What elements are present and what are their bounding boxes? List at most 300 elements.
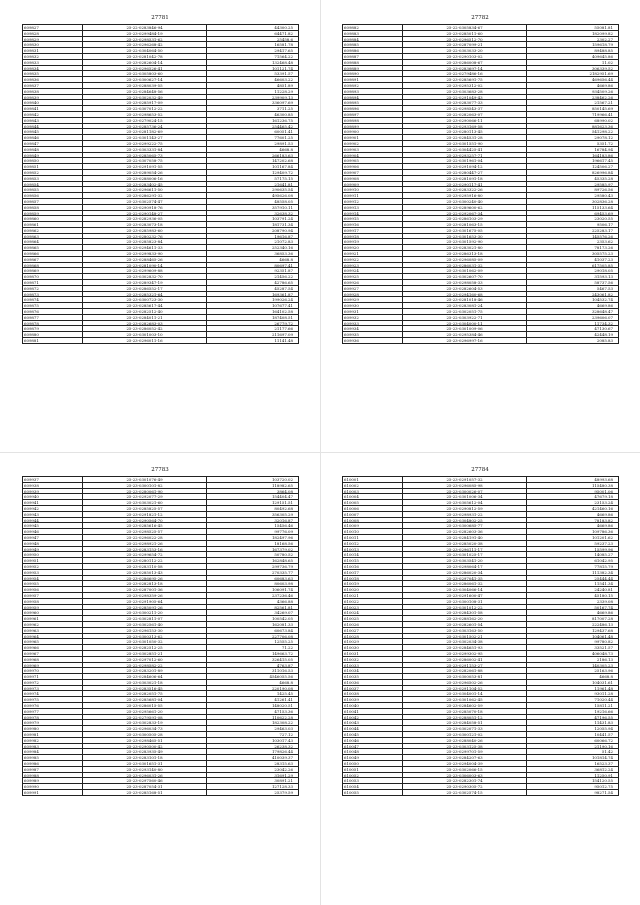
row-id-cell: 609907 [343, 170, 403, 176]
amount-cell: 29018.05 [527, 268, 619, 274]
amount-cell: 41261.41 [207, 697, 299, 703]
row-id-cell: 610020 [343, 587, 403, 593]
account-number-cell: 25-23-0286008-67 [403, 60, 527, 66]
amount-cell: 50780.52 [207, 552, 299, 558]
amount-cell: 99776.09 [207, 529, 299, 535]
account-number-cell: 25-23-0283402-45 [83, 182, 207, 188]
row-id-cell: 609891 [343, 77, 403, 83]
amount-cell: 107677.41 [207, 303, 299, 309]
amount-cell: 2339.08 [527, 599, 619, 605]
amount-cell: 199026.24 [207, 297, 299, 303]
amount-cell: 239606.07 [527, 315, 619, 321]
amount-cell: 14085.27 [527, 552, 619, 558]
row-id-cell: 609988 [23, 773, 83, 779]
account-number-cell: 25-23-0282683-03 [83, 321, 207, 327]
account-number-cell: 25-23-0299302-95 [403, 651, 527, 657]
account-number-cell: 25-23-0280113-45 [403, 129, 527, 135]
account-number-cell: 25-23-0298653-52 [83, 112, 207, 118]
amount-cell: 306339.52 [527, 66, 619, 72]
amount-cell: 23153.24 [527, 500, 619, 506]
account-number-cell: 25-23-0295661-20 [83, 709, 207, 715]
amount-cell: 82561.81 [207, 605, 299, 611]
row-id-cell: 609881 [23, 338, 83, 344]
account-number-cell: 25-23-0293169-58 [403, 124, 527, 130]
amount-cell: 11734.32 [527, 321, 619, 327]
account-number-cell: 25-23-0301012-22 [403, 605, 527, 611]
row-id-cell: 610053 [343, 778, 403, 784]
row-id-cell: 609886 [343, 48, 403, 54]
row-id-cell: 609949 [23, 547, 83, 553]
row-id-cell: 609950 [23, 552, 83, 558]
amount-cell: 225283.17 [527, 228, 619, 234]
row-id-cell: 609939 [23, 489, 83, 495]
account-number-cell: 25-23-0285983-60 [83, 228, 207, 234]
amount-cell: 47679.18 [527, 494, 619, 500]
account-number-cell: 25-23-0298531-62 [83, 37, 207, 43]
account-number-cell: 25-23-0283081-24 [403, 303, 527, 309]
account-number-cell: 25-23-0283935-49 [83, 749, 207, 755]
row-id-cell: 610009 [343, 523, 403, 529]
amount-cell: 68990.02 [527, 118, 619, 124]
amount-cell: 103017.43 [207, 738, 299, 744]
amount-cell: 179826.44 [207, 749, 299, 755]
row-id-cell: 610048 [343, 749, 403, 755]
account-number-cell: 25-23-0300053-81 [403, 674, 527, 680]
row-id-cell: 610036 [343, 680, 403, 686]
amount-cell: 220190.08 [207, 686, 299, 692]
row-id-cell: 609947 [23, 535, 83, 541]
row-id-cell: 610047 [343, 744, 403, 750]
amount-cell: 169361.87 [207, 292, 299, 298]
amount-cell: 101201.62 [527, 535, 619, 541]
amount-cell: 4668.8 [527, 674, 619, 680]
amount-cell: 140305.23 [527, 663, 619, 669]
amount-cell: 4851.89 [207, 83, 299, 89]
amount-cell: 78173.26 [527, 245, 619, 251]
amount-cell: 80697.41 [207, 263, 299, 269]
account-number-cell: 25-22-0301143-27 [83, 135, 207, 141]
amount-cell: 78183.82 [527, 518, 619, 524]
amount-cell: 409645.86 [527, 54, 619, 60]
amount-cell: 495626.08 [207, 193, 299, 199]
row-id-cell: 610021 [343, 593, 403, 599]
row-id-cell: 610013 [343, 547, 403, 553]
row-id-cell: 609883 [343, 31, 403, 37]
amount-cell: 25379.59 [207, 790, 299, 796]
amount-cell: 4669.86 [527, 512, 619, 518]
account-number-cell: 25-23-0283201-89 [83, 668, 207, 674]
row-id-cell: 609834 [23, 66, 83, 72]
account-number-cell: 25-23-0296085-98 [403, 483, 527, 489]
account-number-cell: 25-23-0304802-25 [403, 518, 527, 524]
account-number-cell: 25-23-0289600-62 [403, 205, 527, 211]
account-number-cell: 25-23-0280112-22 [83, 558, 207, 564]
account-number-cell: 25-23-0283110-58 [83, 564, 207, 570]
row-id-cell: 610018 [343, 576, 403, 582]
amount-cell: 1425.45 [207, 691, 299, 697]
amount-cell: 53391.57 [207, 71, 299, 77]
account-number-cell: 25-23-0285011-60 [403, 31, 527, 37]
account-number-cell: 25-23-0286291-32 [83, 193, 207, 199]
row-id-cell: 609934 [343, 326, 403, 332]
row-id-cell: 610017 [343, 570, 403, 576]
account-number-cell: 25-23-0290500-42 [83, 744, 207, 750]
account-number-cell: 25-23-0306003-63 [403, 773, 527, 779]
amount-cell: 182099.82 [527, 31, 619, 37]
account-number-cell: 25-23-0303683-28 [403, 89, 527, 95]
row-id-cell: 609942 [23, 506, 83, 512]
amount-cell: 80603.98 [207, 581, 299, 587]
row-id-cell: 609930 [343, 303, 403, 309]
row-id-cell: 609856 [23, 193, 83, 199]
account-number-cell: 25-23-0282604-53 [403, 286, 527, 292]
amount-cell: 727.12 [207, 732, 299, 738]
row-id-cell: 610031 [343, 651, 403, 657]
row-id-cell: 609927 [343, 286, 403, 292]
account-number-cell: 25-23-0304066-14 [403, 587, 527, 593]
account-number-cell: 25-23-0285823-84 [83, 239, 207, 245]
row-id-cell: 610051 [343, 767, 403, 773]
account-number-cell: 25-23-0285681-04 [83, 697, 207, 703]
row-id-cell: 609919 [343, 239, 403, 245]
account-number-cell: 25-23-0300723-30 [83, 297, 207, 303]
account-number-cell: 25-23-0282936-05 [83, 216, 207, 222]
amount-cell: 2353.62 [527, 239, 619, 245]
account-number-cell: 25-23-0298064-17 [403, 564, 527, 570]
amount-cell: 326415.05 [207, 657, 299, 663]
account-number-cell: 25-23-0301062-09 [403, 268, 527, 274]
amount-cell: 127128.33 [207, 784, 299, 790]
account-number-cell: 25-22-0284191-40 [403, 535, 527, 541]
account-number-cell: 25-23-0284602-59 [403, 703, 527, 709]
account-number-cell: 25-22-0305834-67 [403, 25, 527, 31]
row-id-cell: 610014 [343, 552, 403, 558]
account-number-cell: 25-23-0290812-59 [403, 506, 527, 512]
account-number-cell: 25-23-0291821-12 [83, 512, 207, 518]
account-number-cell: 25-22-0301006-34 [403, 494, 527, 500]
account-number-cell: 25-23-0300505-28 [83, 732, 207, 738]
account-number-cell: 25-23-0291091-55 [83, 164, 207, 170]
row-id-cell: 609887 [343, 54, 403, 60]
account-number-cell: 25-23-0300627-14 [83, 77, 207, 83]
row-id-cell: 609924 [343, 268, 403, 274]
amount-cell: 98271.54 [527, 790, 619, 796]
account-number-cell: 25-23-0300101-82 [83, 483, 207, 489]
account-number-cell: 25-23-0296502-26 [403, 680, 527, 686]
row-id-cell: 609928 [343, 292, 403, 298]
amount-cell: 60683.63 [207, 576, 299, 582]
amount-cell: 826996.84 [527, 170, 619, 176]
row-id-cell: 609936 [343, 338, 403, 344]
account-number-cell: 25-23-0279024-15 [83, 118, 207, 124]
row-id-cell: 609858 [23, 205, 83, 211]
amount-cell: 23042.26 [207, 767, 299, 773]
row-id-cell: 609959 [23, 605, 83, 611]
row-id-cell: 609850 [23, 158, 83, 164]
amount-cell: 421460.16 [527, 506, 619, 512]
amount-cell: 45180.15 [527, 593, 619, 599]
amount-cell: 111382.34 [527, 570, 619, 576]
row-id-cell: 609854 [23, 182, 83, 188]
amount-cell: 2182951.69 [527, 71, 619, 77]
account-number-cell: 25-23-0285091-26 [83, 605, 207, 611]
account-number-cell: 25-23-0294004-39 [403, 761, 527, 767]
account-number-cell: 25-23-0301653-30 [403, 234, 527, 240]
row-id-cell: 609828 [23, 31, 83, 37]
account-number-cell: 25-23-0282604-14 [83, 60, 207, 66]
table-row [23, 338, 299, 344]
row-id-cell: 610042 [343, 715, 403, 721]
row-id-cell: 609932 [343, 315, 403, 321]
row-id-cell: 609892 [343, 83, 403, 89]
account-number-cell: 25-23-0283101-18 [83, 755, 207, 761]
account-number-cell: 25-22-0305803-60 [83, 71, 207, 77]
amount-cell: 60673.84 [207, 628, 299, 634]
row-id-cell: 609904 [343, 153, 403, 159]
row-id-cell: 609898 [343, 118, 403, 124]
row-id-cell: 609849 [23, 153, 83, 159]
amount-cell: 51.42 [527, 749, 619, 755]
row-id-cell: 609985 [23, 755, 83, 761]
amount-cell: 77601.25 [207, 135, 299, 141]
row-id-cell: 609912 [343, 199, 403, 205]
amount-cell: 4546055.56 [207, 674, 299, 680]
account-number-cell: 25-23-0302032-49 [83, 95, 207, 101]
account-number-cell: 25-23-0298465-51 [83, 738, 207, 744]
row-id-cell: 609900 [343, 129, 403, 135]
account-number-cell: 25-23-0301003-10 [83, 332, 207, 338]
row-id-cell: 609987 [23, 767, 83, 773]
amount-cell: 11541.34 [527, 581, 619, 587]
account-number-cell: 25-23-0284011-21 [83, 315, 207, 321]
row-id-cell: 610054 [343, 784, 403, 790]
account-number-cell: 25-22-0296022-28 [83, 535, 207, 541]
account-number-cell: 25-23-0286031-32 [403, 263, 527, 269]
account-number-cell: 25-23-0285917-09 [83, 100, 207, 106]
account-number-cell: 25-22-0304064-50 [83, 48, 207, 54]
row-id-cell: 609933 [343, 321, 403, 327]
amount-cell: 299736.79 [207, 564, 299, 570]
row-id-cell: 609884 [343, 37, 403, 43]
amount-cell: 252340.16 [207, 245, 299, 251]
row-id-cell: 609882 [343, 25, 403, 31]
amount-cell: 46300.85 [207, 112, 299, 118]
amount-cell: 104061.48 [527, 634, 619, 640]
amount-cell: 104031.61 [527, 680, 619, 686]
amount-cell: 110622.28 [207, 715, 299, 721]
account-number-cell: 25-23-0285691-75 [403, 77, 527, 83]
row-id-cell: 609946 [23, 529, 83, 535]
row-id-cell: 609983 [23, 744, 83, 750]
row-id-cell: 609852 [23, 170, 83, 176]
amount-cell: 55081.81 [527, 25, 619, 31]
table-row [343, 338, 619, 344]
account-number-cell: 25-22-0298582-22 [83, 663, 207, 669]
row-id-cell: 609978 [23, 715, 83, 721]
amount-cell: 29078.12 [527, 135, 619, 141]
account-number-cell: 25-23-0296997-16 [403, 338, 527, 344]
row-id-cell: 609843 [23, 118, 83, 124]
account-number-cell: 25-23-0288051-12 [403, 715, 527, 721]
account-number-cell: 25-23-0296512-70 [403, 37, 527, 43]
amount-cell: 5351.72 [527, 141, 619, 147]
row-id-cell: 610006 [343, 506, 403, 512]
account-number-cell: 25-23-0295916-80 [403, 193, 527, 199]
row-id-cell: 609970 [23, 668, 83, 674]
amount-cell: 80492.68 [207, 506, 299, 512]
document-page-2 [320, 0, 640, 452]
account-number-cell: 25-23-0302071-33 [403, 726, 527, 732]
account-number-cell: 25-23-0301076-49 [83, 477, 207, 483]
row-id-cell: 609871 [23, 280, 83, 286]
amount-cell: 41037.23 [527, 257, 619, 263]
account-number-cell: 25-23-0300026-07 [403, 489, 527, 495]
amount-cell: 21177.66 [207, 326, 299, 332]
row-id-cell: 609966 [23, 645, 83, 651]
amount-cell: 2186.13 [527, 657, 619, 663]
account-number-cell: 25-23-0300685-77 [403, 523, 527, 529]
amount-cell: 21072.83 [207, 239, 299, 245]
row-id-cell: 609944 [23, 518, 83, 524]
account-number-cell: 25-23-0288039-55 [83, 83, 207, 89]
row-id-cell: 609861 [23, 222, 83, 228]
account-number-cell: 25-23-0281090-14 [83, 263, 207, 269]
amount-cell: 132468.48 [207, 60, 299, 66]
amount-cell: 15599.96 [527, 547, 619, 553]
row-id-cell: 609866 [23, 251, 83, 257]
amount-cell: 58737.56 [527, 280, 619, 286]
account-number-cell: 25-23-0286552-17 [83, 286, 207, 292]
row-id-cell: 609905 [343, 158, 403, 164]
row-id-cell: 609894 [343, 95, 403, 101]
row-id-cell: 609832 [23, 54, 83, 60]
row-id-cell: 609940 [23, 494, 83, 500]
row-id-cell: 609990 [23, 784, 83, 790]
account-number-cell: 25-23-0300121-02 [403, 732, 527, 738]
amount-cell: 104532.74 [527, 297, 619, 303]
table-row [23, 790, 299, 796]
account-number-cell: 25-22-0280447-27 [403, 170, 527, 176]
amount-cell: 167379.02 [207, 547, 299, 553]
account-number-cell: 25-23-0303125-38 [403, 744, 527, 750]
account-number-cell: 25-23-0284058-51 [403, 720, 527, 726]
row-id-cell: 609830 [23, 42, 83, 48]
amount-cell: 47196.55 [527, 715, 619, 721]
account-number-cell: 25-23-0289347-19 [83, 280, 207, 286]
account-number-cell: 25-23-0299833-90 [83, 251, 207, 257]
row-id-cell: 609956 [23, 587, 83, 593]
row-id-cell: 609916 [343, 222, 403, 228]
account-number-cell: 25-23-0301050-32 [83, 639, 207, 645]
amount-cell: 254465.42 [207, 124, 299, 130]
table-row [343, 790, 619, 796]
amount-cell: 817007.28 [527, 616, 619, 622]
row-id-cell: 610025 [343, 616, 403, 622]
account-number-cell: 25-23-0280232-76 [83, 234, 207, 240]
row-id-cell: 609872 [23, 286, 83, 292]
account-number-cell: 25-23-0289054-26 [83, 170, 207, 176]
amount-cell: 47130.67 [527, 326, 619, 332]
row-id-cell: 609925 [343, 274, 403, 280]
row-id-cell: 609869 [23, 268, 83, 274]
row-id-cell: 609941 [23, 500, 83, 506]
row-id-cell: 609874 [23, 297, 83, 303]
amount-cell: 100542.05 [207, 616, 299, 622]
account-number-cell: 25-23-0296085-09 [403, 257, 527, 263]
account-number-cell: 25-22-0302811-07 [83, 616, 207, 622]
amount-cell: 109786.36 [527, 529, 619, 535]
row-id-cell: 610008 [343, 518, 403, 524]
amount-cell: 719966.41 [527, 112, 619, 118]
row-id-cell: 609910 [343, 187, 403, 193]
account-number-cell: 25-23-0290066-11 [403, 118, 527, 124]
account-number-cell: 25-23-0286061-32 [403, 581, 527, 587]
account-number-cell: 25-23-0301025-17 [403, 552, 527, 558]
account-number-cell: 25-23-0281042-78 [83, 54, 207, 60]
row-id-cell: 609864 [23, 239, 83, 245]
amount-cell: 328648.47 [527, 309, 619, 315]
amount-cell: 2302.27 [527, 37, 619, 43]
row-id-cell: 609833 [23, 60, 83, 66]
amount-cell: 237236.46 [207, 593, 299, 599]
row-id-cell: 610007 [343, 512, 403, 518]
amount-cell: 26779.72 [207, 321, 299, 327]
amount-cell: 12555.25 [207, 639, 299, 645]
amount-cell: 29463.03 [207, 726, 299, 732]
account-number-cell: 25-23-0283021-80 [403, 245, 527, 251]
row-id-cell: 609879 [23, 326, 83, 332]
account-number-cell: 25-23-0284207-63 [403, 755, 527, 761]
account-number-cell: 25-23-0282301-74 [403, 778, 527, 784]
account-number-cell: 25-23-0283516-45 [83, 686, 207, 692]
account-number-cell: 25-22-0299609-88 [83, 268, 207, 274]
amount-cell: 148020.51 [207, 703, 299, 709]
row-id-cell: 609870 [23, 274, 83, 280]
account-number-cell: 25-22-0282063-07 [403, 112, 527, 118]
account-number-cell: 25-23-0296031-26 [83, 773, 207, 779]
amount-cell: 60066.72 [527, 738, 619, 744]
row-id-cell: 609857 [23, 199, 83, 205]
row-id-cell: 609860 [23, 216, 83, 222]
account-number-cell: 25-23-0301551-90 [403, 141, 527, 147]
account-number-cell: 25-23-0298525-57 [83, 529, 207, 535]
row-id-cell: 609896 [343, 106, 403, 112]
account-number-cell: 25-23-0290117-41 [403, 182, 527, 188]
account-number-cell: 25-22-0302051-75 [403, 309, 527, 315]
row-id-cell: 610049 [343, 755, 403, 761]
document-page-4 [320, 452, 640, 904]
account-number-cell: 25-23-0301062-45 [403, 697, 527, 703]
account-number-cell: 25-23-0303163-50 [403, 628, 527, 634]
row-id-cell: 609903 [343, 147, 403, 153]
amount-cell: 182497.96 [207, 535, 299, 541]
amount-cell: 15456.46 [207, 523, 299, 529]
account-number-cell: 25-23-0291905-64 [83, 599, 207, 605]
amount-cell: 21190.16 [527, 744, 619, 750]
amount-cell: 145576.26 [527, 234, 619, 240]
account-number-cell: 25-23-0286695-26 [83, 576, 207, 582]
account-number-cell: 25-23-0283153-16 [83, 547, 207, 553]
account-number-cell: 25-23-0285168-51 [83, 790, 207, 796]
account-number-cell: 25-22-0286103-29 [403, 216, 527, 222]
account-number-cell: 25-23-0302851-21 [83, 651, 207, 657]
amount-cell: 29891.53 [207, 141, 299, 147]
row-id-cell: 609859 [23, 211, 83, 217]
amount-cell: 10441.57 [527, 732, 619, 738]
row-id-cell: 610044 [343, 726, 403, 732]
account-number-cell: 25-23-0285020-38 [403, 541, 527, 547]
account-number-cell: 25-22-0302574-15 [403, 790, 527, 796]
